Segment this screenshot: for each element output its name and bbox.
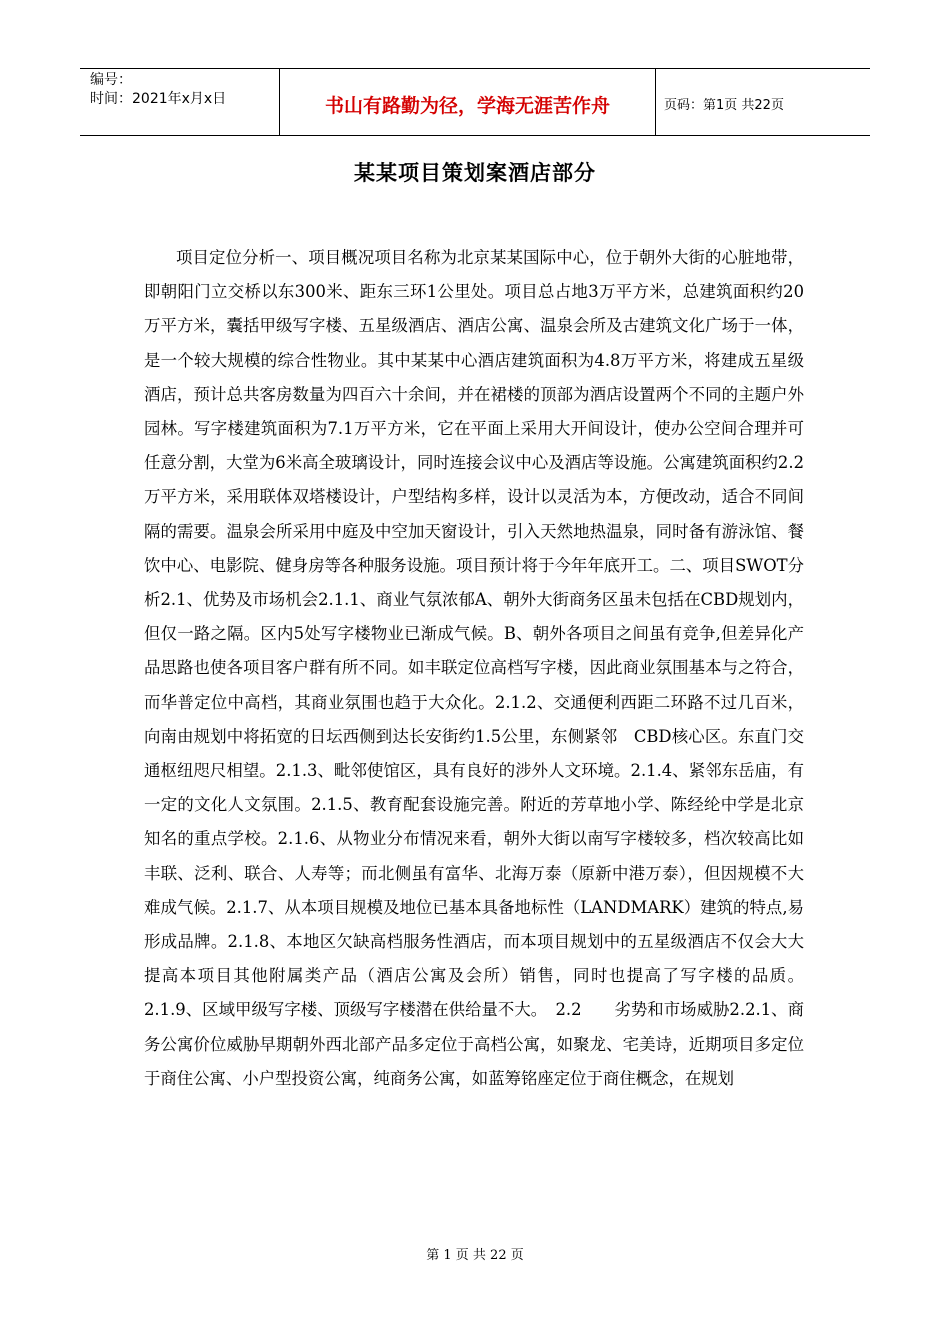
page-header	[80, 68, 870, 136]
header-meta	[80, 69, 280, 135]
page-footer: 第 1 页 共 22 页	[426, 1248, 524, 1263]
header-motto: 书山有路勤为径，学海无涯苦作舟	[280, 69, 656, 135]
document-date-label: 时间：2021年x月x日	[90, 91, 227, 107]
document-title: 某某项目策划案酒店部分	[354, 161, 596, 185]
header-page-info: 页码：第1页 共22页	[664, 97, 784, 113]
document-code-label: 编号：	[90, 72, 132, 88]
document-body-paragraph: 项目定位分析一、项目概况项目名称为北京某某国际中心，位于朝外大街的心脏地带，即朝阳门立交桥以东300米、距东三环1公里处。项目总占地3万平方米，总建筑面积约20万平方米，囊括甲级写字楼、五星级酒店、酒店公寓、温泉会所及古建筑文化广场于一体，是一个较大规模的综合性物业。其中某某中心酒店建筑面积为4.8万平方米，将建成五星级酒店，预计总共客房数量为四百六十余间，并在裙楼的顶部为酒店设置两个不同的主题户外园林。写字楼建筑面积为7.1万平方米，它在平面上采用大开间设计，使办公空间合理并可任意分割，大堂为6米高全玻璃设计，同时连接会议中心及酒店等设施。公寓建筑面积约2.2万平方米，采用联体双塔楼设计，户型结构多样，设计以灵活为本，方便改动，适合不同间隔的需要。温泉会所采用中庭及中空加天窗设计，引入天然地热温泉，同时备有游泳馆、餐饮中心、电影院、健身房等各种服务设施。项目预计将于今年年底开工。二、项目SWOT分析2.1、优势及市场机会2.1.1、商业气氛浓郁A、朝外大街商务区虽未包括在CBD规划内，但仅一路之隔。区内5处写字楼物业已渐成气候。B、朝外各项目之间虽有竞争,但差异化产品思路也使各项目客户群有所不同。如丰联定位高档写字楼，因此商业氛围基本与之符合，而华普定位中高档，其商业氛围也趋于大众化。2.1.2、交通便利西距二环路不过几百米，向南由规划中将拓宽的日坛西侧到达长安街约1.5公里，东侧紧邻 CBD核心区。东直门交通枢纽咫尺相望。2.1.3、毗邻使馆区，具有良好的涉外人文环境。2.1.4、紧邻东岳庙，有一定的文化人文氛围。2.1.5、教育配套设施完善。附近的芳草地小学、陈经纶中学是北京知名的重点学校。2.1.6、从物业分布情况来看，朝外大街以南写字楼较多，档次较高比如丰联、泛利、联合、人寿等；而北侧虽有富华、北海万泰（原新中港万泰），但因规模不大难成气候。2.1.7、从本项目规模及地位已基本具备地标性（LANDMARK）建筑的特点,易形成品牌。2.1.8、本地区欠缺高档服务性酒店，而本项目规划中的五星级酒店不仅会大大提高本项目其他附属类产品（酒店公寓及会所）销售，同时也提高了写字楼的品质。2.1.9、区域甲级写字楼、顶级写字楼潜在供给量不大。 2.2 劣势和市场威胁2.2.1、商务公寓价位威胁早期朝外西北部产品多定位于高档公寓，如聚龙、宅美诗，近期项目多定位于商住公寓、小户型投资公寓，纯商务公寓，如蓝筹铭座定位于商住概念，在规划	[144, 248, 804, 1088]
